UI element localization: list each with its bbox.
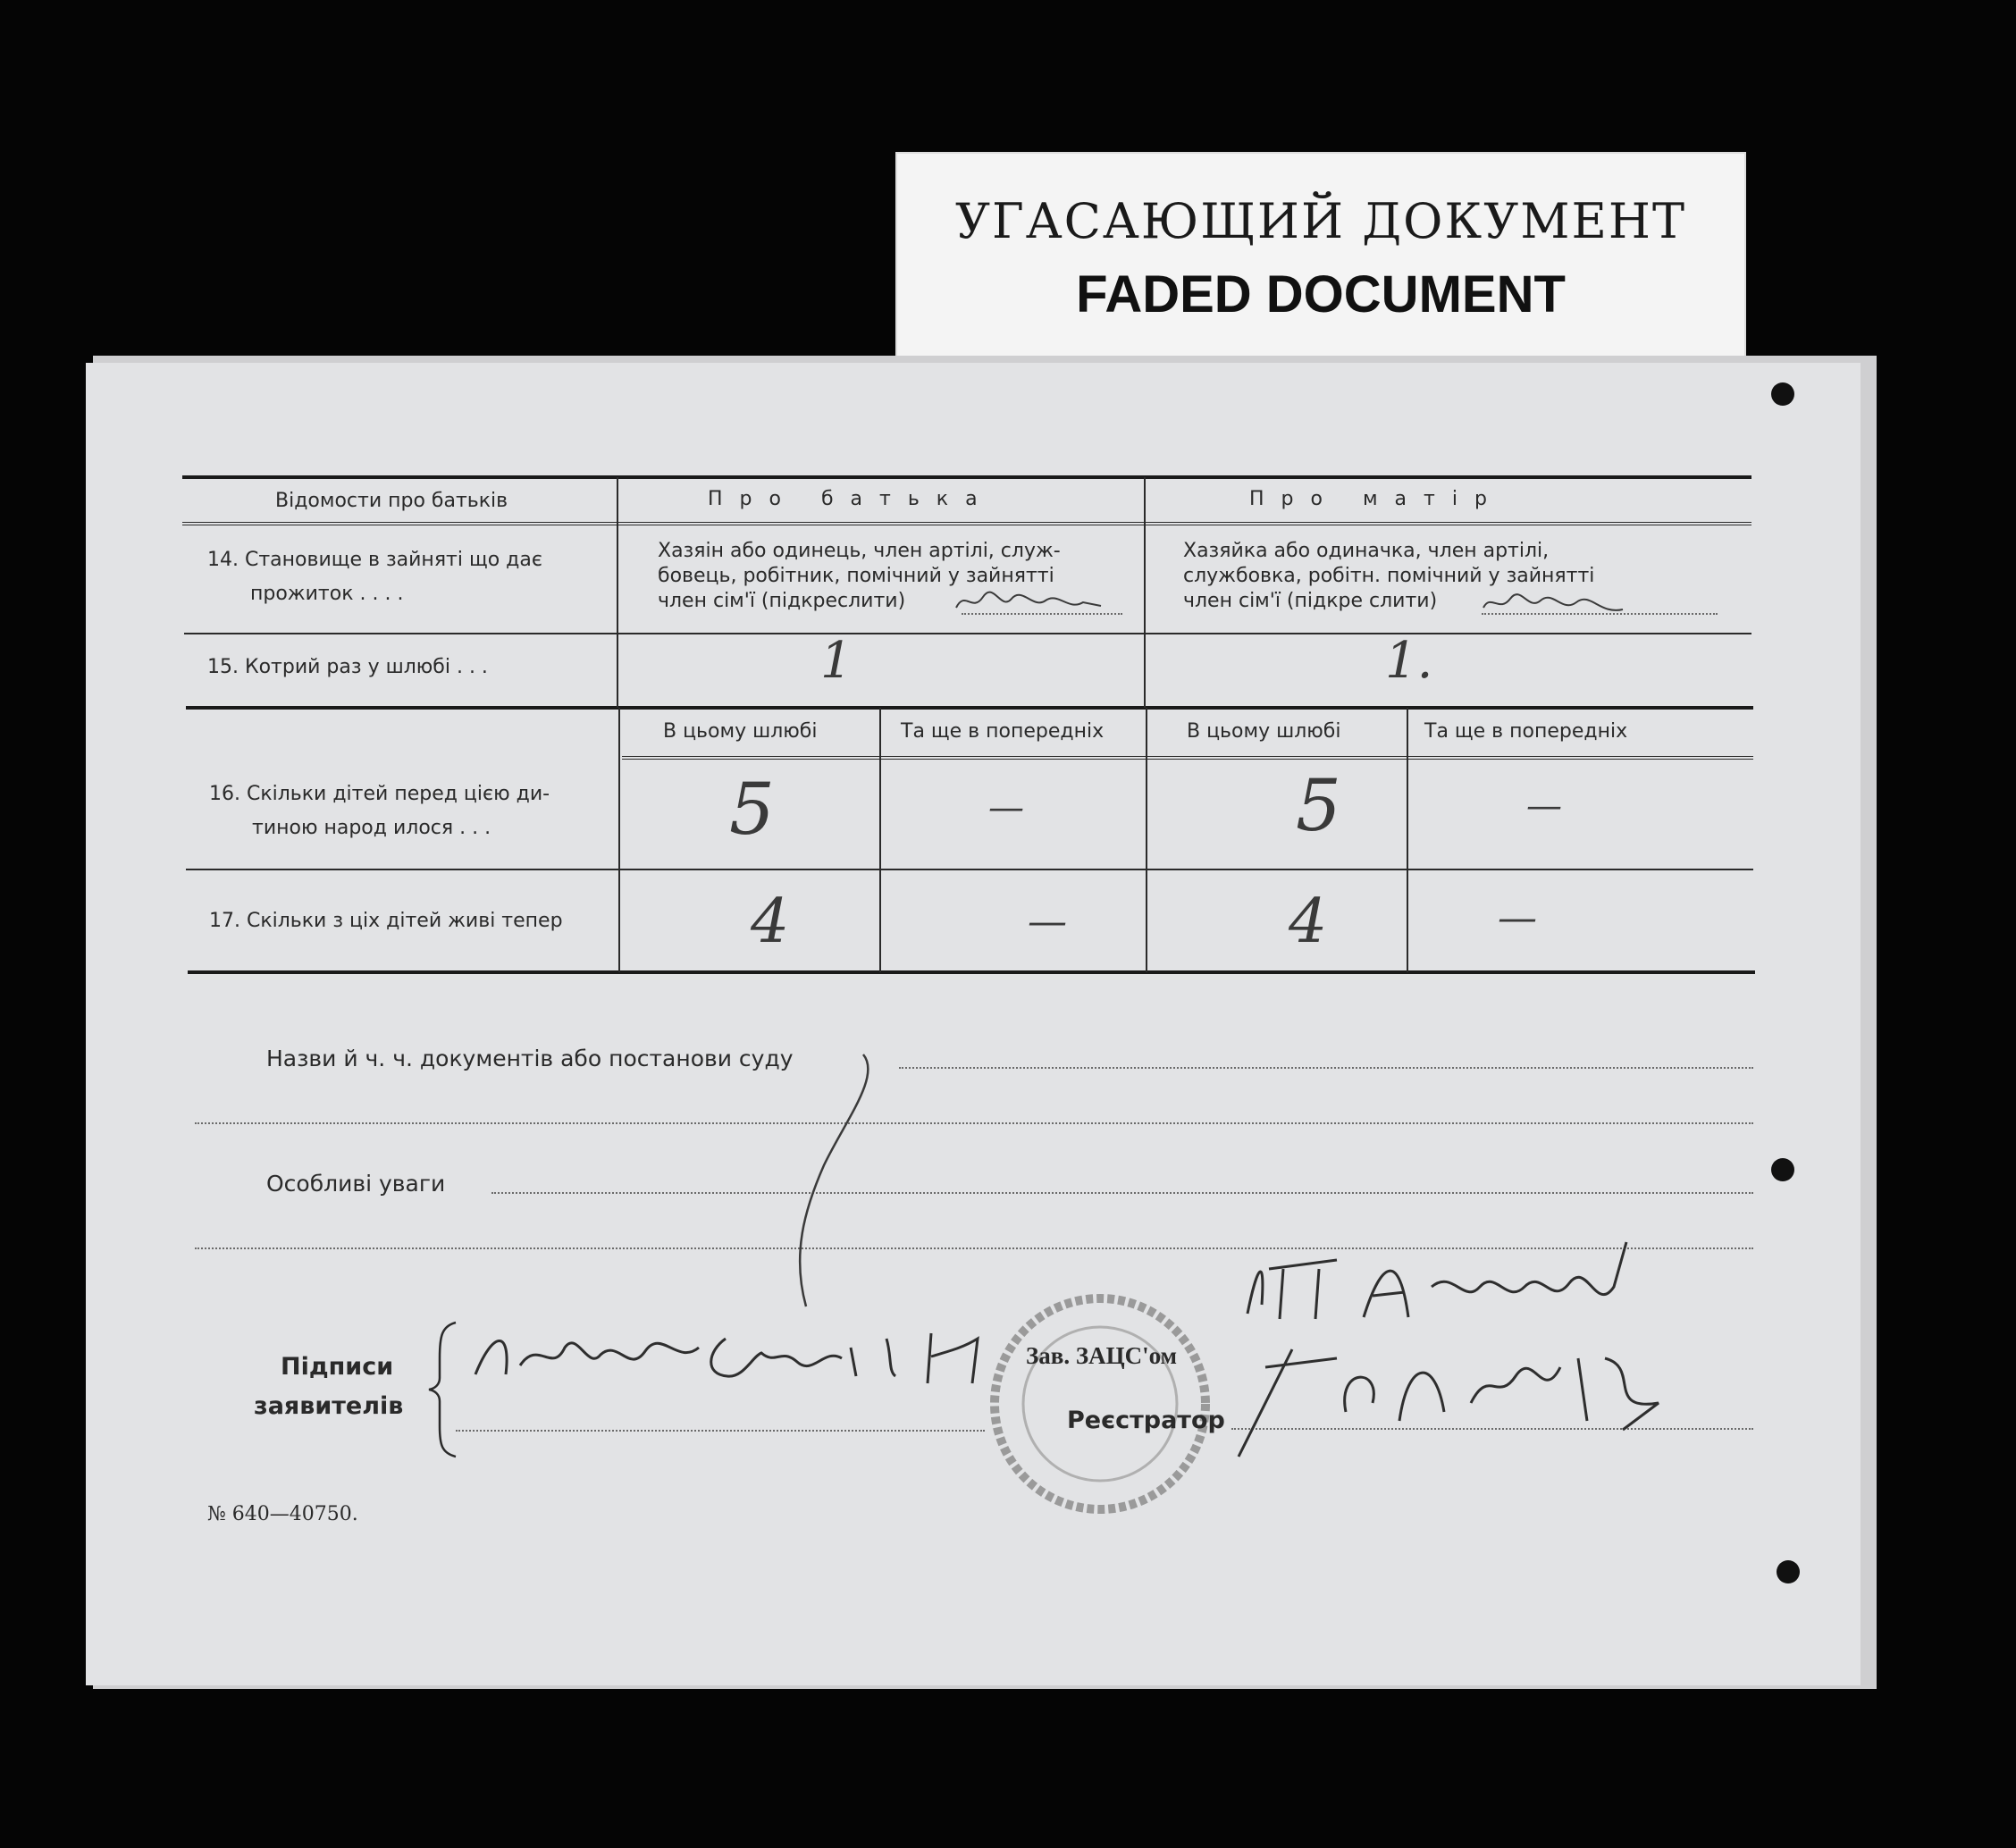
- row17-father-this: 4: [751, 886, 790, 957]
- row14-mother-line3: член сім'ї (підкре слити): [1183, 590, 1438, 612]
- col-divider-4-lower: [1407, 708, 1408, 972]
- zags-stamp: [979, 1283, 1221, 1525]
- row14-father-line2: бовець, робітник, помічний у зайнятті: [658, 565, 1054, 587]
- applicants-dots: [456, 1430, 985, 1432]
- header-bottom-rule: [182, 522, 1751, 528]
- registrar-label: Реєстратор: [1067, 1407, 1225, 1434]
- header-father: Про батька: [708, 488, 995, 510]
- notes-dots-line1: [491, 1192, 1753, 1194]
- cross-out-stroke: [783, 1049, 890, 1317]
- row16-label-line2: тиною народ илося . . .: [252, 817, 491, 839]
- subheader-father-this: В цьому шлюбі: [663, 720, 818, 743]
- head-label: Зав. ЗАЦС'ом: [1026, 1342, 1177, 1369]
- subheader-bottom-rule: [622, 756, 1753, 762]
- row14-father-line1: Хазяін або одинець, член артілі, служ-: [658, 540, 1061, 562]
- table-bottom-rule: [188, 970, 1755, 974]
- label-english-text: FADED DOCUMENT: [1076, 265, 1566, 323]
- row17-label: 17. Скільки з ціх дітей живі тепер: [209, 910, 563, 932]
- binding-hole: [1771, 382, 1794, 406]
- col-divider-2-lower: [879, 708, 881, 972]
- row17-mother-prev: —: [1498, 895, 1537, 941]
- documents-dots-line2: [195, 1122, 1753, 1124]
- label-russian-text: УГАСАЮЩИЙ ДОКУМЕНТ: [954, 193, 1687, 249]
- row15-father-value: 1: [820, 632, 853, 690]
- official-signatures: [1230, 1233, 1730, 1466]
- row15-mother-value: 1.: [1385, 632, 1433, 690]
- row14-label-line2: прожиток . . . .: [250, 583, 404, 605]
- notes-label: Особливі уваги: [266, 1171, 446, 1197]
- row14-mother-line1: Хазяйка або одиначка, член артілі,: [1183, 540, 1550, 562]
- table-top-rule: [182, 475, 1751, 479]
- row16-father-this: 5: [729, 768, 775, 851]
- row14-bottom-rule: [184, 633, 1751, 634]
- row14-mother-handwriting: [1480, 588, 1632, 620]
- row16-mother-this: 5: [1296, 764, 1341, 847]
- row16-label-line1: 16. Скільки дітей перед цією ди-: [209, 783, 550, 805]
- row14-mother-line2: службовка, робітн. помічний у зайнятті: [1183, 565, 1595, 587]
- row14-father-line3: член сім'ї (підкреслити): [658, 590, 906, 612]
- form-number: № 640—40750.: [207, 1503, 358, 1525]
- applicants-label-line1: Підписи: [281, 1353, 394, 1381]
- binding-hole: [1777, 1560, 1800, 1583]
- row16-father-prev: —: [988, 787, 1024, 828]
- document-sheet: [86, 363, 1861, 1685]
- row17-father-prev: —: [1028, 899, 1067, 945]
- applicants-brace: [425, 1319, 461, 1460]
- col-divider-1-lower: [618, 708, 620, 972]
- subheader-father-prev: Та ще в попередніх: [901, 720, 1105, 743]
- col-divider-1-upper: [617, 477, 618, 708]
- subheader-mother-prev: Та ще в попередніх: [1424, 720, 1628, 743]
- documents-label: Назви й ч. ч. документів або постанови суду: [266, 1046, 794, 1071]
- row14-label-line1: 14. Становище в зайняті що дає: [207, 549, 542, 571]
- row15-bottom-rule: [186, 706, 1753, 710]
- faded-document-label: [895, 152, 1746, 366]
- header-info: Відомости про батьків: [275, 490, 508, 512]
- row15-label: 15. Котрий раз у шлюбі . . .: [207, 656, 488, 678]
- binding-hole: [1771, 1158, 1794, 1181]
- row14-father-handwriting: [953, 586, 1105, 618]
- applicants-label-line2: заявителів: [254, 1392, 404, 1420]
- col-divider-2-upper: [1144, 477, 1146, 708]
- applicant-signature: [466, 1312, 1038, 1398]
- col-divider-3-lower: [1146, 708, 1147, 972]
- row17-mother-this: 4: [1289, 886, 1328, 957]
- subheader-mother-this: В цьому шлюбі: [1187, 720, 1341, 743]
- documents-dots-line1: [899, 1067, 1753, 1069]
- row16-bottom-rule: [186, 869, 1753, 870]
- header-mother: Про матір: [1249, 488, 1504, 510]
- row16-mother-prev: —: [1526, 785, 1562, 827]
